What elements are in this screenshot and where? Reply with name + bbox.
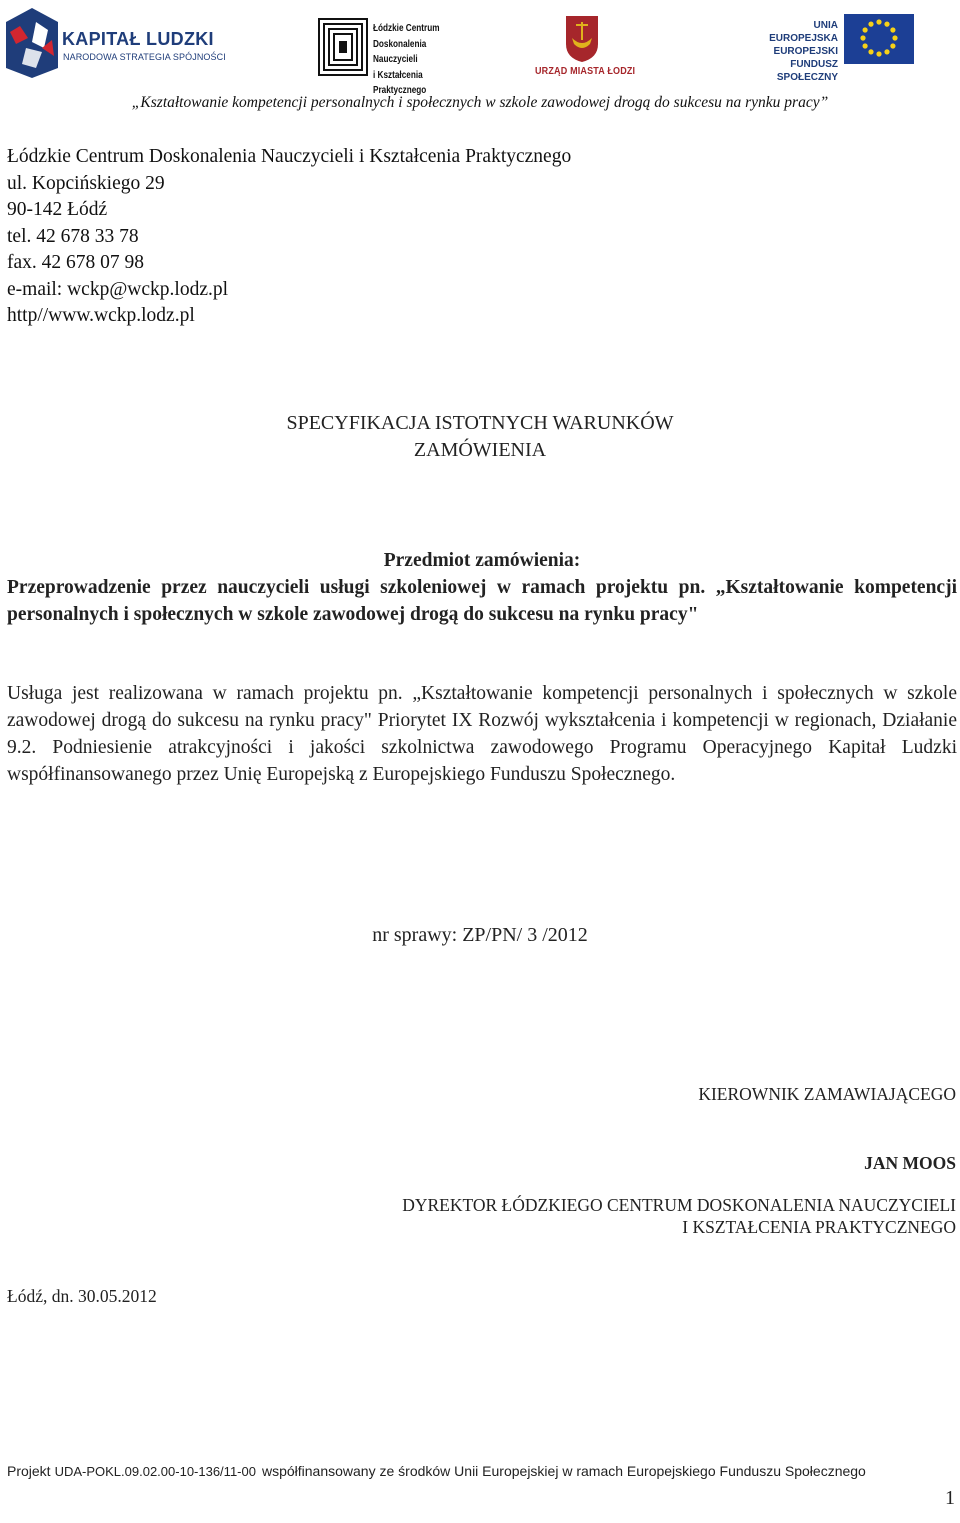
footer <box>7 1462 907 1481</box>
address-line: e-mail: wckp@wckp.lodz.pl <box>7 278 229 300</box>
eu-flag-icon <box>844 14 914 64</box>
centrum-logo <box>318 18 478 96</box>
document-title-line: SPECYFIKACJA ISTOTNYCH WARUNKÓW <box>286 412 674 434</box>
centrum-logo-line: Łódzkie Centrum <box>373 23 440 34</box>
concentric-squares-icon <box>318 18 368 76</box>
address-line: Łódzkie Centrum Doskonalenia Nauczycieli i Kształcenia Praktycznego <box>7 146 572 167</box>
ue-logo-text <box>752 19 838 84</box>
centrum-logo-line: Doskonalenia Nauczycieli <box>373 38 427 65</box>
kapital-ludzki-logo <box>6 8 226 78</box>
ue-logo-line: UNIA EUROPEJSKA <box>769 20 838 44</box>
service-description: Usługa jest realizowana w ramach projektu pn. „Kształtowanie kompetencji personalnych i społecznych w szkole zawodowej drogą do sukcesu na rynku pracy" Priorytet IX Rozwój wykształcenia i kompetencji w regionach, Działanie 9.2. Podniesienie atrakcyjności i jakości szkolnictwa zawodowego Programu Operacyjnego Kapitał Ludzki współfinansowanego przez Unię Europejską z Europejskiego Funduszu Społecznego. <box>7 683 957 785</box>
place-date: Łódź, dn. 30.05.2012 <box>7 1286 157 1306</box>
kapital-ludzki-tagline: NARODOWA STRATEGIA SPÓJNOŚCI <box>63 52 226 62</box>
address-line: tel. 42 678 33 78 <box>7 225 139 247</box>
footer-text: współfinansowany ze środków Unii Europejskiej w ramach Europejskiego Funduszu Społecznego <box>261 1463 866 1479</box>
subject-section <box>7 547 957 628</box>
signature-title-line: DYREKTOR ŁÓDZKIEGO CENTRUM DOSKONALENIA NAUCZYCIELI <box>402 1195 956 1215</box>
address-block <box>7 144 571 330</box>
footer-project-code: UDA-POKL.09.02.00-10-136/11-00 <box>54 1464 256 1479</box>
page-number: 1 <box>945 1487 955 1509</box>
document-title-line: ZAMÓWIENIA <box>413 439 547 461</box>
signature-name: JAN MOOS <box>864 1153 956 1173</box>
document-title <box>0 410 960 464</box>
subject-text: Przeprowadzenie przez nauczycieli usługi szkoleniowej w ramach projektu pn. „Kształtowanie kompetencji personalnych i społecznych w szkole zawodowej drogą do sukcesu na rynku pracy" <box>7 577 957 625</box>
centrum-logo-line: i Kształcenia Praktycznego <box>373 69 427 96</box>
header-motto: „Kształtowanie kompetencji personalnych i społecznych w szkole zawodowej drogą do sukcesu na rynku pracy” <box>131 94 829 111</box>
address-line: fax. 42 678 07 98 <box>7 252 145 273</box>
ue-logo-line: EUROPEJSKI <box>773 46 838 57</box>
address-line: ul. Kopcińskiego 29 <box>7 172 165 194</box>
signature-title <box>402 1194 956 1238</box>
kapital-ludzki-emblem-icon <box>6 8 58 78</box>
unia-europejska-logo <box>752 14 917 83</box>
lodz-coat-of-arms-icon <box>526 14 638 64</box>
signature-role: KIEROWNIK ZAMAWIAJĄCEGO <box>698 1084 956 1104</box>
kapital-ludzki-name: KAPITAŁ LUDZKI <box>62 29 214 49</box>
urzad-miasta-logo <box>526 14 638 80</box>
footer-label: Projekt <box>7 1463 51 1479</box>
address-line: 90-142 Łódź <box>7 199 108 220</box>
urzad-miasta-label: URZĄD MIASTA ŁODZI <box>535 66 636 77</box>
case-number: nr sprawy: ZP/PN/ 3 /2012 <box>372 924 588 946</box>
subject-heading: Przedmiot zamówienia: <box>383 550 581 571</box>
address-line: http//www.wckp.lodz.pl <box>7 305 195 326</box>
signature-title-line: I KSZTAŁCENIA PRAKTYCZNEGO <box>682 1217 956 1237</box>
ue-logo-line: FUNDUSZ SPOŁECZNY <box>776 59 838 83</box>
centrum-logo-text <box>373 21 463 99</box>
